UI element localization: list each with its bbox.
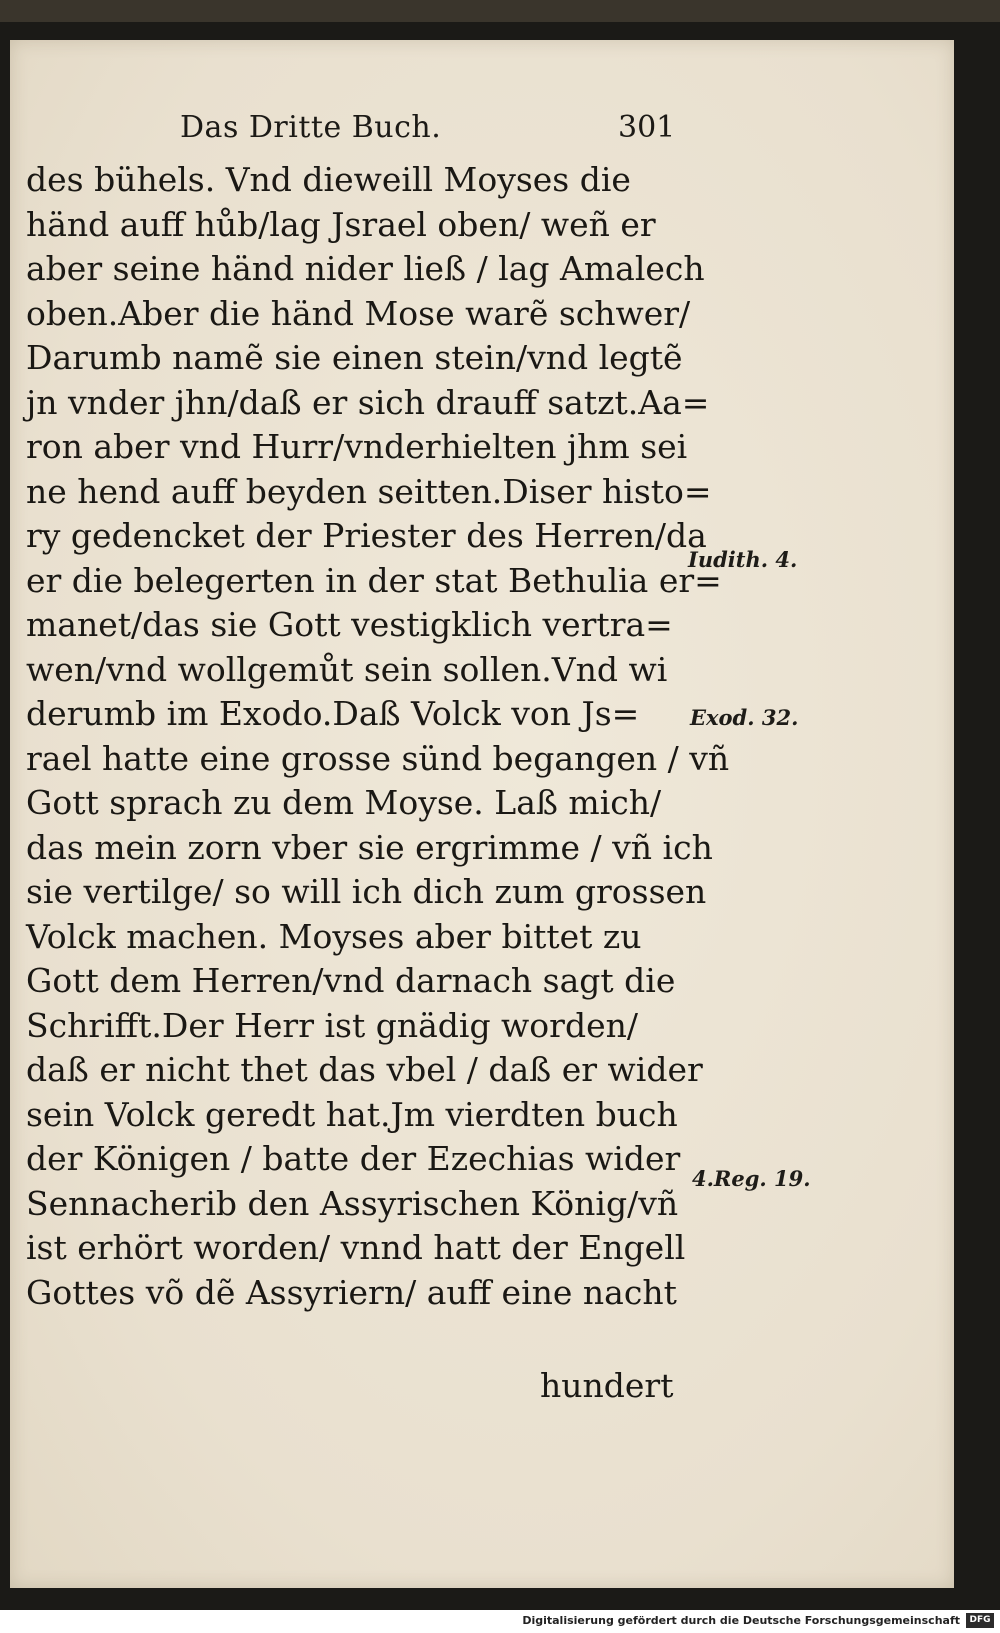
text-line: derumb im Exodo.Daß Volck von Js= bbox=[26, 694, 640, 733]
text-line: der Königen / batte der Ezechias wider bbox=[26, 1139, 681, 1178]
text-line: jn vnder jhn/daß er sich drauff satzt.Aa= bbox=[26, 382, 710, 422]
marginal-note-kings: 4.Reg. 19. bbox=[692, 1166, 811, 1191]
text-line: Sennacherib den Assyrischen König/vñ bbox=[26, 1183, 679, 1223]
text-line: ry gedencket der Priester des Herren/da bbox=[26, 516, 707, 555]
text-line: des bühels. Vnd dieweill Moyses die bbox=[26, 160, 631, 199]
catchword: hundert bbox=[540, 1366, 674, 1405]
text-line: ne hend auff beyden seitten.Diser histo= bbox=[26, 471, 712, 511]
body-text bbox=[26, 158, 730, 1315]
text-line: oben.Aber die händ Mose warẽ schwer/ bbox=[26, 293, 691, 333]
book-top-edge bbox=[0, 0, 1000, 22]
text-line: wen/vnd wollgemůt sein sollen.Vnd wi bbox=[26, 649, 668, 689]
footer-bar bbox=[0, 1610, 1000, 1633]
text-line: ron aber vnd Hurr/vnderhielten jhm sei bbox=[26, 427, 688, 466]
text-line: manet/das sie Gott vestigklich vertra= bbox=[26, 605, 673, 644]
text-line: Gott sprach zu dem Moyse. Laß mich/ bbox=[26, 783, 662, 822]
text-line: ist erhört worden/ vnnd hatt der Engell bbox=[26, 1228, 686, 1267]
text-line: das mein zorn vber sie ergrimme / vñ ich bbox=[26, 827, 713, 867]
text-line: er die belegerten in der stat Bethulia er= bbox=[26, 560, 722, 600]
text-line: sein Volck geredt hat.Jm vierdten buch bbox=[26, 1094, 678, 1134]
text-line: aber seine händ nider ließ / lag Amalech bbox=[26, 249, 705, 288]
page-number: 301 bbox=[618, 110, 676, 145]
text-line: rael hatte eine grosse sünd begangen / vñ bbox=[26, 738, 730, 778]
marginal-note-exodus: Exod. 32. bbox=[690, 705, 799, 730]
text-line: händ auff hůb/lag Jsrael oben/ weñ er bbox=[26, 204, 656, 244]
text-line: Gott dem Herren/vnd darnach sagt die bbox=[26, 961, 676, 1000]
text-line: Gottes võ dẽ Assyriern/ auff eine nacht bbox=[26, 1272, 677, 1312]
dfg-logo: DFG bbox=[966, 1613, 994, 1628]
marginal-note-judith: Iudith. 4. bbox=[688, 547, 798, 572]
funding-credit: Digitalisierung gefördert durch die Deutsche Forschungsgemeinschaft bbox=[522, 1614, 960, 1627]
running-title: Das Dritte Buch. bbox=[180, 110, 442, 145]
text-line: daß er nicht thet das vbel / daß er wider bbox=[26, 1050, 703, 1089]
text-line: Schrifft.Der Herr ist gnädig worden/ bbox=[26, 1005, 638, 1045]
text-line: sie vertilge/ so will ich dich zum grossen bbox=[26, 872, 707, 911]
text-line: Darumb namẽ sie einen stein/vnd legtẽ bbox=[26, 338, 683, 377]
text-line: Volck machen. Moyses aber bittet zu bbox=[26, 916, 642, 956]
